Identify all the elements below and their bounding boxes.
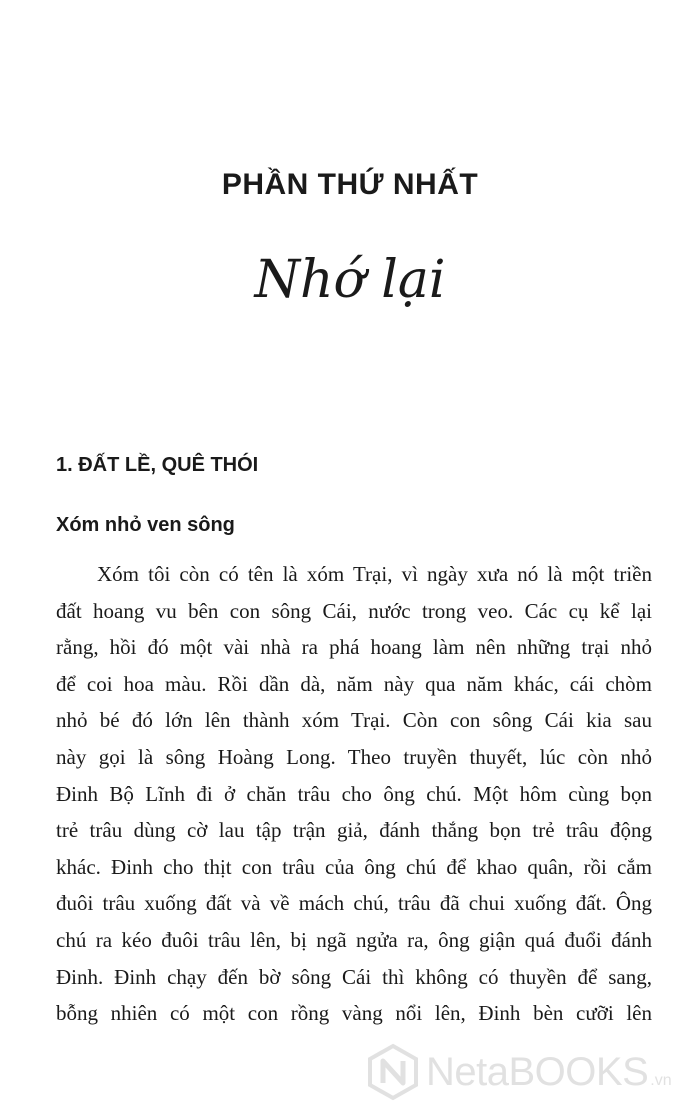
text-line: chú ra kéo đuôi trâu lên, bị ngã ngửa ra, ông giận quá đuổi đánh xyxy=(56,927,652,952)
text-line: rằng, hồi đó một vài nhà ra phá hoang làm nên những trại nhỏ xyxy=(56,635,652,660)
text-line: trẻ trâu dùng cờ lau tập trận giả, đánh thắng bọn trẻ trâu động xyxy=(56,818,652,843)
part-title: Nhớ lại xyxy=(254,250,446,310)
text-line: Đinh. Đinh chạy đến bờ sông Cái thì không có thuyền để sang, xyxy=(56,964,652,989)
text-line: Đinh Bộ Lĩnh đi ở chăn trâu cho ông chú. Một hôm cùng bọn xyxy=(56,781,652,806)
watermark-brand: NetaBOOKS xyxy=(426,1049,649,1094)
part-label: PHẦN THỨ NHẤT xyxy=(221,168,479,201)
text-line: nhỏ bé đó lớn lên thành xóm Trại. Còn con sông Cái kia sau xyxy=(56,708,652,733)
chapter-heading: 1. ĐẤT LỀ, QUÊ THÓI xyxy=(56,454,259,476)
text-line: này gọi là sông Hoàng Long. Theo truyền thuyết, lúc còn nhỏ xyxy=(56,744,652,769)
text-line: khác. Đinh cho thịt con trâu của ông chú để khao quân, rồi cắm xyxy=(56,854,652,879)
body-paragraph xyxy=(56,556,652,1032)
netabooks-watermark xyxy=(364,1040,672,1104)
text-line: để coi hoa màu. Rồi dần dà, năm này qua năm khác, cái chòm xyxy=(56,671,652,696)
text-line: Xóm tôi còn có tên là xóm Trại, vì ngày xưa nó là một triền xyxy=(97,562,652,586)
netabooks-logo-icon xyxy=(364,1043,422,1101)
text-line: đất hoang vu bên con sông Cái, nước trong veo. Các cụ kể lại xyxy=(56,598,652,623)
text-line: bỗng nhiên có một con rồng vàng nổi lên, Đinh bèn cưỡi lên xyxy=(56,1001,652,1026)
section-heading: Xóm nhỏ ven sông xyxy=(56,514,235,536)
watermark-suffix: .vn xyxy=(650,1072,672,1089)
text-line: đuôi trâu xuống đất và về mách chú, trâu đã chui xuống đất. Ông xyxy=(56,891,652,916)
